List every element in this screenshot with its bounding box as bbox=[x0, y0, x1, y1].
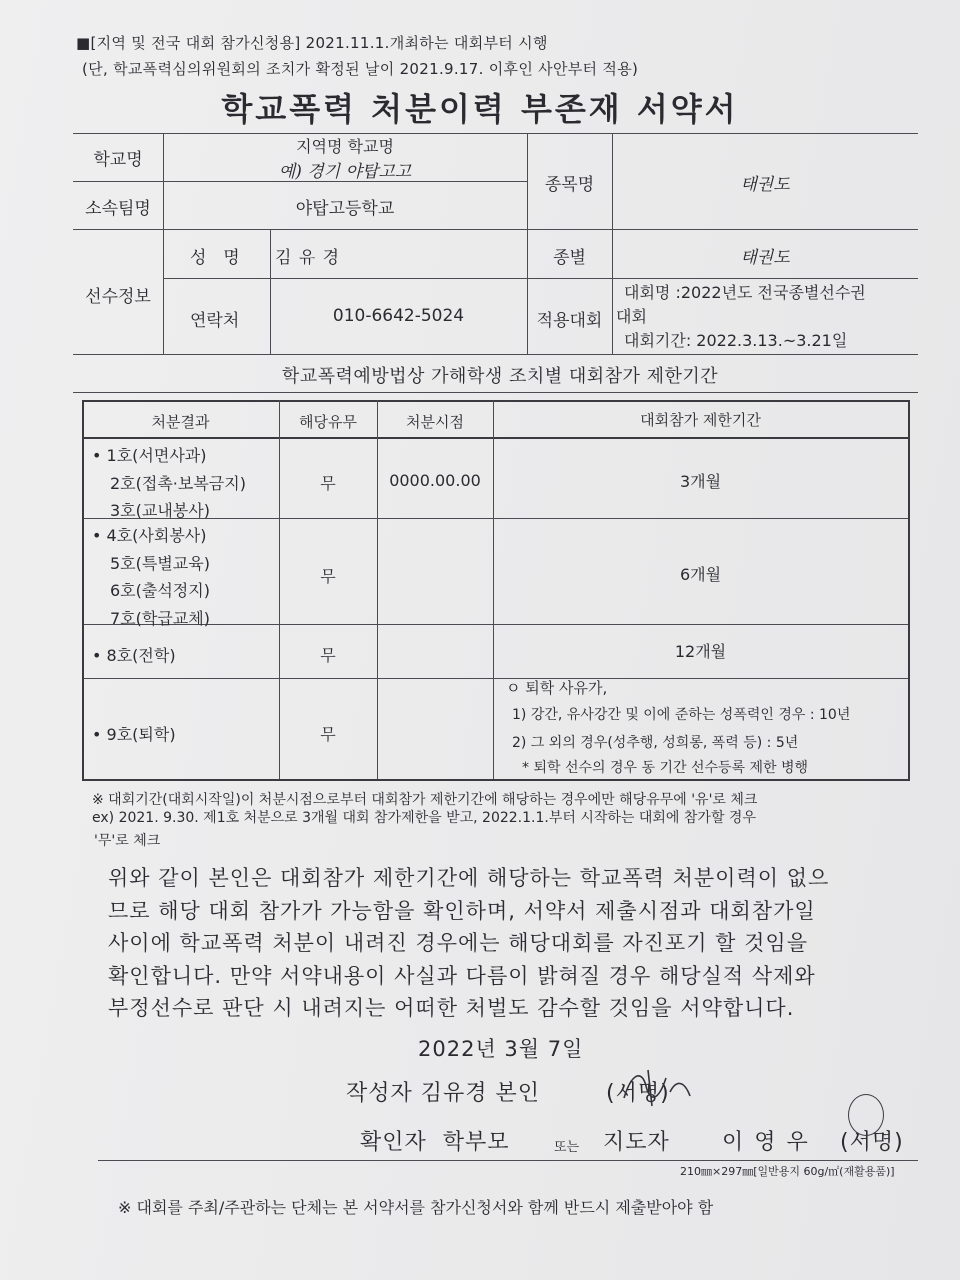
row4-period-line3: 2) 그 외의 경우(성추행, 성희롱, 폭력 등) : 5년 bbox=[512, 735, 799, 751]
restriction-subtitle: 학교폭력예방법상 가해학생 조치별 대회참가 제한기간 bbox=[281, 366, 719, 387]
header-applicable: 해당유무 bbox=[299, 413, 357, 431]
team-label: 소속팀명 bbox=[85, 199, 151, 219]
row3-applicable: 무 bbox=[320, 646, 336, 665]
author-line: 작성자 김유경 본인 bbox=[346, 1081, 541, 1106]
paper-spec: 210㎜×297㎜[일반용지 60g/㎡(재활용품)] bbox=[680, 1165, 895, 1178]
confirm-prefix: 확인자 학부모 bbox=[360, 1130, 510, 1155]
applied-name: 대회명 :2022년도 전국종별선수권 bbox=[624, 283, 866, 302]
row2-item2: 5호(특별교육) bbox=[110, 554, 210, 573]
confirm-signature-mark bbox=[848, 1094, 884, 1136]
pledge-date: 2022년 3월 7일 bbox=[418, 1037, 584, 1061]
event-value: 태권도 bbox=[740, 175, 790, 195]
row2-applicable: 무 bbox=[320, 567, 336, 586]
row1-date: 0000.00.00 bbox=[389, 471, 481, 490]
name-value: 김 유 경 bbox=[275, 248, 341, 268]
contact-value: 010-6642-5024 bbox=[332, 306, 465, 326]
confirm-or: 또는 bbox=[554, 1140, 580, 1155]
row4-period-line1: ㅇ 퇴학 사유가, bbox=[506, 679, 608, 697]
pledge-line-4: 확인합니다. 만약 서약내용이 사실과 다름이 밝혀질 경우 해당실적 삭제와 bbox=[108, 964, 816, 988]
note-check-rule: ※ 대회기간(대회시작일)이 처분시점으로부터 대회참가 제한기간에 해당하는 경우에만 해당유무에 '유'로 체크 bbox=[92, 792, 758, 808]
school-guide: 지역명 학교명 bbox=[296, 137, 394, 156]
row4-period-line2: 1) 강간, 유사강간 및 이에 준하는 성폭력인 경우 : 10년 bbox=[512, 707, 851, 723]
author-sign-field: (서명) bbox=[606, 1081, 670, 1106]
header-date: 처분시점 bbox=[406, 413, 464, 431]
applied-period: 대회기간: 2022.3.13.~3.21일 bbox=[624, 331, 848, 350]
row1-item3: 3호(교내봉사) bbox=[110, 501, 210, 520]
row1-period: 3개월 bbox=[679, 472, 722, 491]
pledge-line-5: 부정선수로 판단 시 내려지는 어떠한 처벌도 감수할 것임을 서약합니다. bbox=[108, 996, 795, 1020]
confirm-name: 이 영 우 bbox=[722, 1130, 810, 1155]
confirm-sign-field: (서명) bbox=[840, 1130, 904, 1155]
event-label: 종목명 bbox=[544, 175, 595, 195]
pledge-line-1: 위와 같이 본인은 대회참가 제한기간에 해당하는 학교폭력 처분이력이 없으 bbox=[108, 866, 830, 890]
team-value: 야탑고등학교 bbox=[295, 199, 395, 219]
footer-note: ※ 대회를 주최/주관하는 단체는 본 서약서를 참가신청서와 함께 반드시 제출받아야 함 bbox=[118, 1198, 714, 1217]
category-label: 종별 bbox=[553, 248, 586, 268]
school-label: 학교명 bbox=[93, 150, 143, 170]
row4-period-line4: * 퇴학 선수의 경우 동 기간 선수등록 제한 병행 bbox=[522, 760, 809, 776]
header-result: 처분결과 bbox=[151, 413, 210, 431]
header-period: 대회참가 제한기간 bbox=[640, 411, 761, 429]
name-label: 성 명 bbox=[190, 248, 242, 268]
row3-item1: • 8호(전학) bbox=[92, 646, 176, 665]
contact-label: 연락처 bbox=[190, 311, 240, 331]
row2-item3: 6호(출석정지) bbox=[110, 581, 210, 600]
applied-name-cont: 대회 bbox=[616, 307, 647, 326]
pledge-line-3: 사이에 학교폭력 처분이 내려진 경우에는 해당대회를 자진포기 할 것임을 bbox=[108, 931, 808, 955]
header-condition: (단, 학교폭력심의위원회의 조치가 확정된 날이 2021.9.17. 이후인 사안부터 적용) bbox=[82, 60, 639, 78]
row1-item2: 2호(접촉·보복금지) bbox=[110, 474, 246, 493]
document-title: 학교폭력 처분이력 부존재 서약서 bbox=[221, 90, 739, 128]
row3-period: 12개월 bbox=[674, 642, 727, 661]
row2-item1: • 4호(사회봉사) bbox=[92, 526, 207, 545]
row1-applicable: 무 bbox=[320, 474, 336, 493]
row2-period: 6개월 bbox=[679, 565, 722, 584]
note-example: ex) 2021. 9.30. 제1호 처분으로 3개월 대회 참가제한을 받고, 2022.1.1.부터 시작하는 대회에 참가할 경우 bbox=[92, 810, 756, 826]
confirm-role: 지도자 bbox=[603, 1130, 670, 1155]
note-example-cont: '무'로 체크 bbox=[94, 833, 161, 849]
school-value: 예) 경기 야탑고고 bbox=[278, 162, 412, 182]
row4-applicable: 무 bbox=[320, 725, 336, 744]
author-signature-mark bbox=[618, 1062, 698, 1112]
category-value: 태권도 bbox=[740, 248, 790, 268]
row1-item1: • 1호(서면사과) bbox=[92, 446, 207, 465]
player-info-label: 선수정보 bbox=[85, 287, 151, 307]
row4-item1: • 9호(퇴학) bbox=[92, 725, 176, 744]
header-notice: ■[지역 및 전국 대회 참가신청용] 2021.11.1.개최하는 대회부터 시행 bbox=[76, 34, 548, 52]
row2-item4: 7호(학급교체) bbox=[110, 609, 210, 628]
pledge-line-2: 므로 해당 대회 참가가 가능함을 확인하며, 서약서 제출시점과 대회참가일 bbox=[108, 899, 816, 923]
applied-label: 적용대회 bbox=[536, 311, 603, 331]
